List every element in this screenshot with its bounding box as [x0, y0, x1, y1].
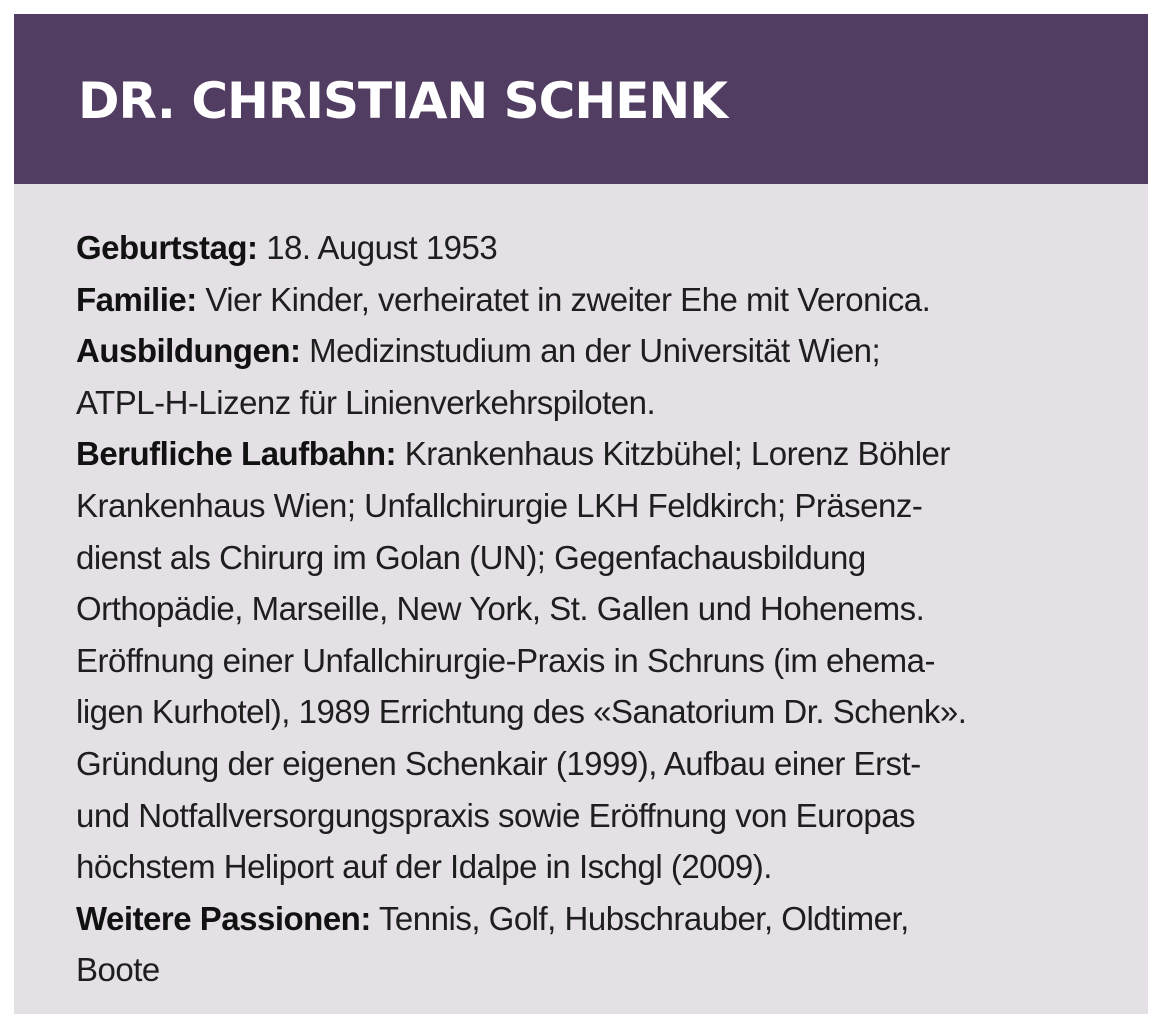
profile-title: DR. CHRISTIAN SCHENK: [78, 72, 727, 130]
entry-passions: [76, 893, 1086, 996]
entry-text: 18. August 1953: [266, 229, 498, 266]
entry-text: Eröffnung einer Unfallchirurgie-Praxis in Schruns (im ehema-: [76, 641, 935, 679]
entry-text: ATPL-H-Lizenz für Linienverkehrspiloten.: [76, 383, 656, 421]
entry-label: Geburtstag:: [76, 229, 258, 266]
entry-label: Familie:: [76, 280, 197, 318]
entry-birthday: [76, 222, 1086, 274]
entry-line: [76, 893, 1086, 945]
title-banner: [14, 14, 1148, 184]
entry-text: Krankenhaus Kitzbühel; Lorenz Böhler: [404, 435, 950, 473]
entry-text: ligen Kurhotel), 1989 Errichtung des «Sanatorium Dr. Schenk».: [76, 693, 967, 731]
entry-text: Orthopädie, Marseille, New York, St. Gallen und Hohenems.: [76, 590, 925, 628]
entry-text: Gründung der eigenen Schenkair (1999), Aufbau einer Erst-: [76, 744, 921, 782]
entry-label: Weitere Passionen:: [76, 899, 371, 937]
profile-card: [14, 14, 1148, 1014]
entry-line: [76, 325, 1086, 377]
entry-text: Medizinstudium an der Universität Wien;: [309, 332, 881, 370]
entry-family: [76, 274, 1086, 326]
entry-text: dienst als Chirurg im Golan (UN); Gegenfachausbildung: [76, 538, 866, 576]
entry-text: Vier Kinder, verheiratet in zweiter Ehe mit Veronica.: [205, 280, 931, 318]
entry-label: Berufliche Laufbahn:: [76, 435, 397, 473]
entry-text: und Notfallversorgungspraxis sowie Eröffnung von Europas: [76, 796, 916, 834]
entry-text: höchstem Heliport auf der Idalpe in Ischgl (2009).: [76, 848, 772, 886]
entry-text: Tennis, Golf, Hubschrauber, Oldtimer,: [378, 899, 909, 937]
entry-line: [76, 428, 1086, 480]
entry-education: [76, 325, 1086, 428]
entry-text: Boote: [76, 951, 160, 989]
entry-line: [76, 274, 1086, 326]
entry-career: [76, 428, 1086, 892]
entry-line: [76, 222, 1086, 274]
profile-body: [76, 222, 1086, 996]
entry-text: Krankenhaus Wien; Unfallchirurgie LKH Feldkirch; Präsenz-: [76, 486, 923, 524]
entry-label: Ausbildungen:: [76, 332, 301, 370]
